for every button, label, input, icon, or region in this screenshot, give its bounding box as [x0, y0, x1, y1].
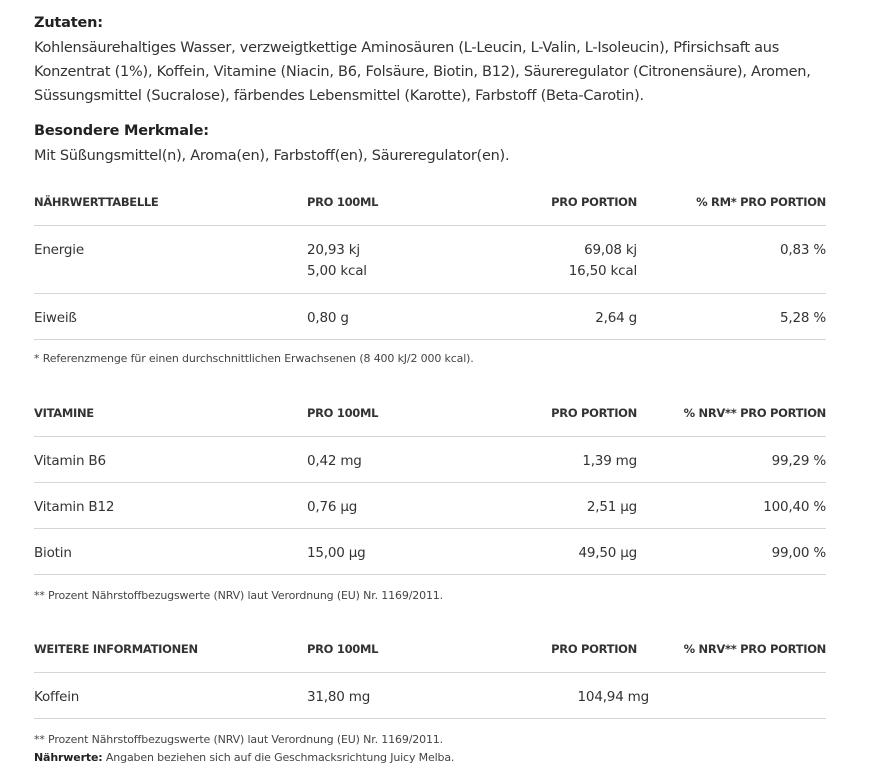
table-row: [34, 294, 826, 340]
table-row: [34, 437, 826, 483]
vitamin-name: Biotin: [34, 545, 72, 561]
percent-value: 99,00 %: [771, 545, 826, 561]
portion-value: 104,94 mg: [577, 689, 649, 705]
per100-value: 15,00 µg: [307, 545, 366, 561]
table-row: [34, 226, 826, 294]
ingredients-text: [34, 36, 834, 108]
nutrition-values-note: [34, 751, 454, 764]
col-header-percent: % NRV** PRO PORTION: [637, 626, 826, 673]
vitamin-table: [34, 390, 826, 575]
col-header-per100: PRO 100ML: [307, 179, 427, 226]
portion-value: 1,39 mg: [582, 453, 637, 469]
ingredients-line: Süssungsmittel (Sucralose), färbendes Lebensmittel (Karotte), Farbstoff (Beta-Carotin).: [34, 88, 644, 104]
nutrition-table: [34, 179, 826, 340]
col-header-per100: PRO 100ML: [307, 626, 427, 673]
features-heading: Besondere Merkmale:: [34, 123, 209, 139]
table-header-row: [34, 626, 826, 673]
table-row: [34, 529, 826, 575]
ingredients-line: Konzentrat (1%), Koffein, Vitamine (Niacin, B6, Folsäure, Biotin, B12), Säureregulator (Citronensäure), Aromen,: [34, 64, 811, 80]
note-label: Nährwerte:: [34, 751, 103, 764]
col-header-per100: PRO 100ML: [307, 390, 427, 437]
percent-value: 5,28 %: [780, 310, 826, 326]
percent-value: 100,40 %: [763, 499, 826, 515]
vitamin-footnote: ** Prozent Nährstoffbezugswerte (NRV) laut Verordnung (EU) Nr. 1169/2011.: [34, 589, 443, 602]
per100-value: [307, 226, 427, 282]
nutrition-footnote: * Referenzmenge für einen durchschnittlichen Erwachsenen (8 400 kJ/2 000 kcal).: [34, 352, 474, 365]
col-header-name: NÄHRWERTTABELLE: [34, 179, 307, 226]
per100-value: 31,80 mg: [307, 689, 371, 705]
per100-value: 0,76 µg: [307, 499, 358, 515]
info-table: [34, 626, 826, 719]
per100-value: 0,80 g: [307, 310, 349, 326]
col-header-percent: % NRV** PRO PORTION: [637, 390, 826, 437]
portion-kcal: 16,50 kcal: [568, 263, 637, 279]
percent-value: [637, 673, 826, 687]
nutrient-name: Energie: [34, 242, 84, 258]
per100-kcal: 5,00 kcal: [307, 263, 367, 279]
table-header-row: [34, 179, 826, 226]
col-header-name: WEITERE INFORMATIONEN: [34, 626, 307, 673]
col-header-portion: PRO PORTION: [427, 390, 637, 437]
table-row: [34, 483, 826, 529]
nutrient-name: Eiweiß: [34, 310, 77, 326]
ingredients-line: Kohlensäurehaltiges Wasser, verzweigtkettige Aminosäuren (L-Leucin, L-Valin, L-Isoleucin), Pfirsichsaft aus: [34, 40, 780, 56]
per100-kj: 20,93 kj: [307, 242, 360, 258]
col-header-name: VITAMINE: [34, 390, 307, 437]
info-footnote: ** Prozent Nährstoffbezugswerte (NRV) laut Verordnung (EU) Nr. 1169/2011.: [34, 733, 443, 746]
features-text: Mit Süßungsmittel(n), Aroma(en), Farbstoff(en), Säureregulator(en).: [34, 148, 510, 164]
portion-value: 2,51 µg: [586, 499, 637, 515]
portion-value: 2,64 g: [595, 310, 637, 326]
portion-value: 49,50 µg: [578, 545, 637, 561]
col-header-portion: PRO PORTION: [427, 179, 637, 226]
per100-value: 0,42 mg: [307, 453, 362, 469]
percent-value: 0,83 %: [780, 242, 826, 258]
table-header-row: [34, 390, 826, 437]
vitamin-name: Vitamin B12: [34, 499, 115, 515]
ingredients-heading: Zutaten:: [34, 15, 103, 31]
percent-value: 99,29 %: [771, 453, 826, 469]
table-row: [34, 673, 826, 719]
portion-value: [427, 226, 637, 282]
col-header-portion: PRO PORTION: [427, 626, 637, 673]
info-name: Koffein: [34, 689, 80, 705]
note-text: Angaben beziehen sich auf die Geschmacksrichtung Juicy Melba.: [102, 751, 455, 764]
col-header-percent: % RM* PRO PORTION: [637, 179, 826, 226]
vitamin-name: Vitamin B6: [34, 453, 106, 469]
portion-kj: 69,08 kj: [584, 242, 637, 258]
